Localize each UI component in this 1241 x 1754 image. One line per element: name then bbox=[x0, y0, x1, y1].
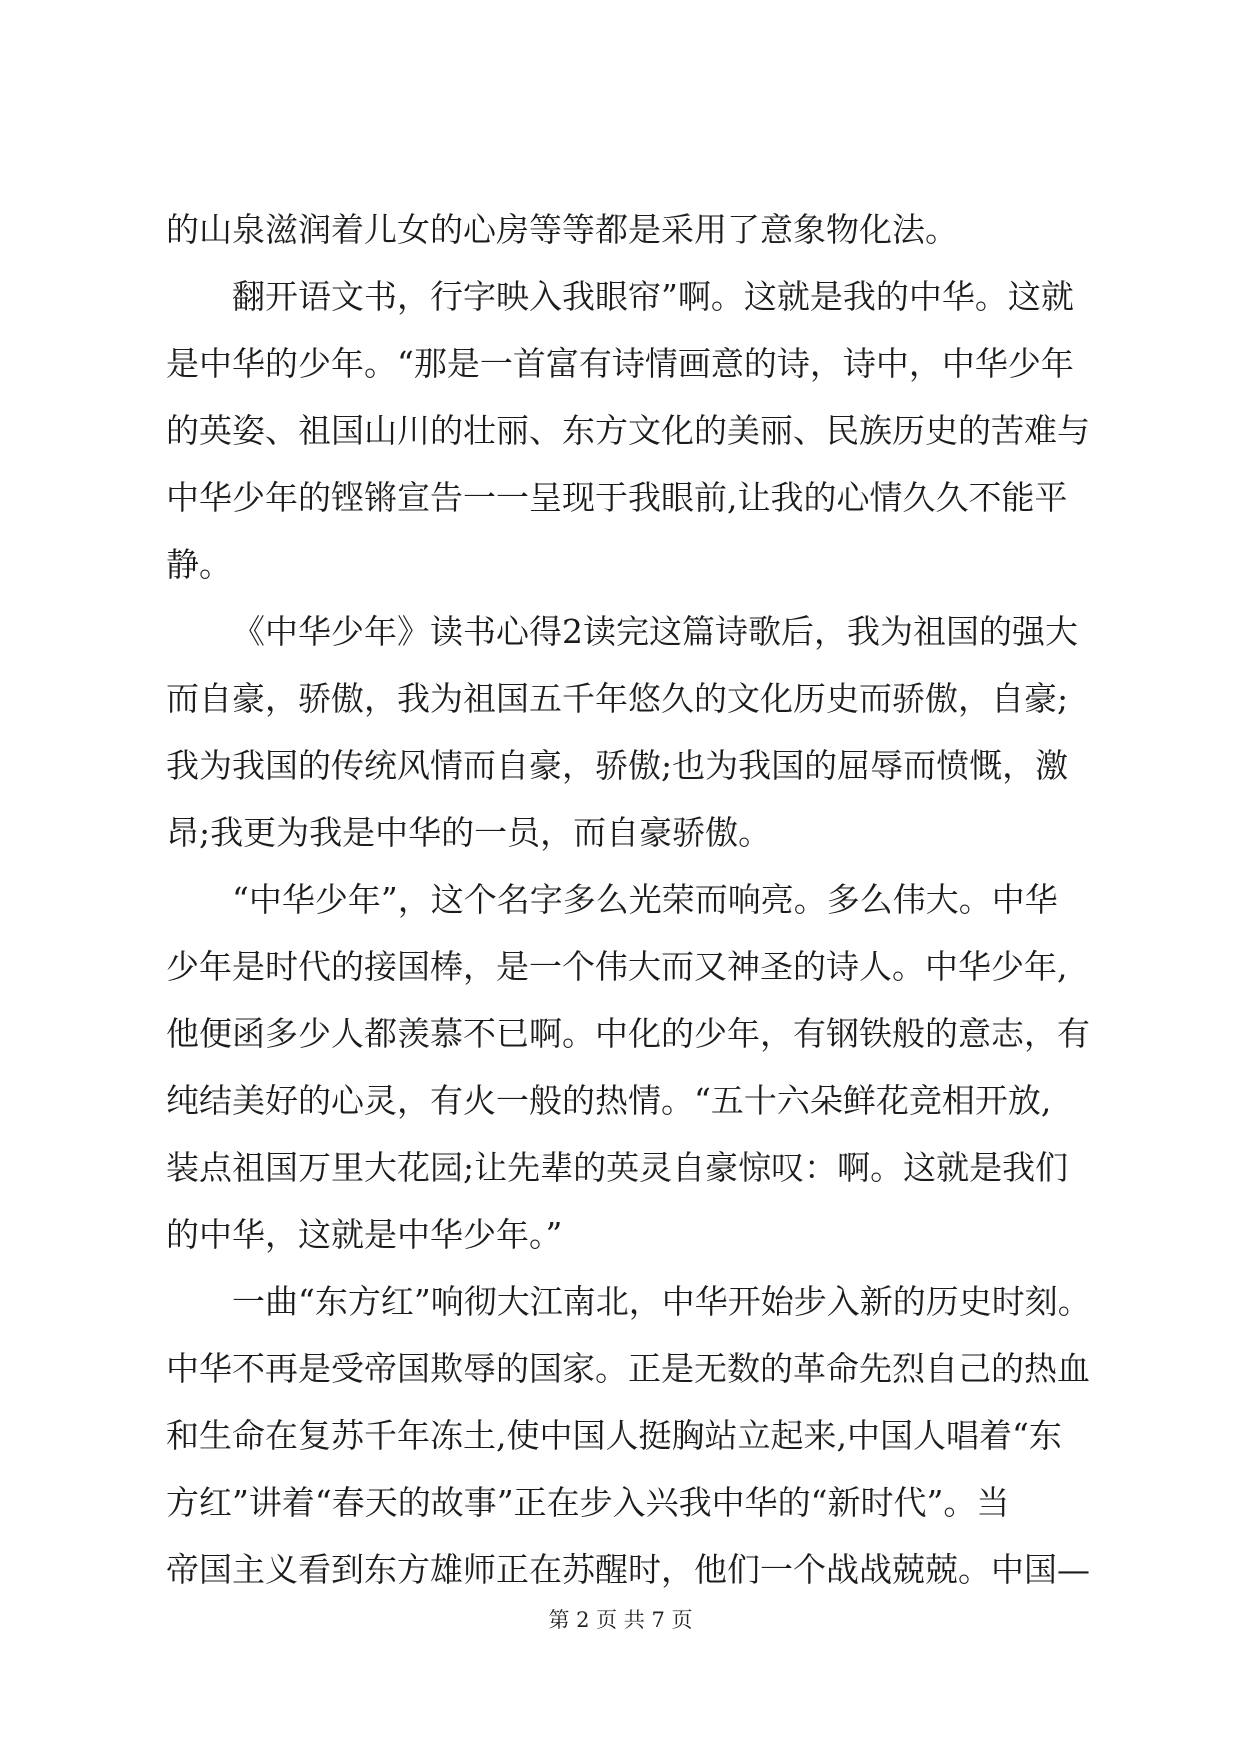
text-line: 他便函多少人都羡慕不已啊。中化的少年，有钢铁般的意志，有 bbox=[166, 1014, 1090, 1053]
text-line: 的山泉滋润着儿女的心房等等都是采用了意象物化法。 bbox=[166, 210, 958, 249]
text-line: 一曲“东方红”响彻大江南北，中华开始步入新的历史时刻。 bbox=[232, 1282, 1091, 1321]
page-number-footer: 第 2 页 共 7 页 bbox=[548, 1608, 693, 1632]
text-line: 纯结美好的心灵，有火一般的热情。“五十六朵鲜花竞相开放, bbox=[166, 1081, 1052, 1120]
text-line: 翻开语文书，行字映入我眼帘”啊。这就是我的中华。这就 bbox=[232, 277, 1074, 316]
text-line: 而自豪，骄傲，我为祖国五千年悠久的文化历史而骄傲，自豪; bbox=[166, 679, 1069, 718]
text-line: 的英姿、祖国山川的壮丽、东方文化的美丽、民族历史的苦难与 bbox=[166, 411, 1090, 450]
text-line: 静。 bbox=[166, 545, 232, 584]
text-line: 帝国主义看到东方雄师正在苏醒时，他们一个战战兢兢。中国— bbox=[166, 1550, 1090, 1589]
text-line: 的中华，这就是中华少年。” bbox=[166, 1215, 563, 1254]
text-line: 和生命在复苏千年冻土,使中国人挺胸站立起来,中国人唱着“东 bbox=[166, 1416, 1062, 1455]
text-line: “中华少年”，这个名字多么光荣而响亮。多么伟大。中华 bbox=[232, 880, 1058, 919]
text-line: 昂;我更为我是中华的一员，而自豪骄傲。 bbox=[166, 813, 772, 852]
text-line: 少年是时代的接国棒，是一个伟大而又神圣的诗人。中华少年, bbox=[166, 947, 1068, 986]
text-line: 是中华的少年。“那是一首富有诗情画意的诗，诗中，中华少年 bbox=[166, 344, 1074, 383]
text-line: 中华不再是受帝国欺辱的国家。正是无数的革命先烈自己的热血 bbox=[166, 1349, 1090, 1388]
text-line: 装点祖国万里大花园;让先辈的英灵自豪惊叹：啊。这就是我们 bbox=[166, 1148, 1069, 1187]
text-line: 《中华少年》读书心得2读完这篇诗歌后，我为祖国的强大 bbox=[232, 612, 1078, 651]
text-line: 我为我国的传统风情而自豪，骄傲;也为我国的屈辱而愤慨，激 bbox=[166, 746, 1069, 785]
text-line: 中华少年的铿锵宣告一一呈现于我眼前,让我的心情久久不能平 bbox=[166, 478, 1068, 517]
text-line: 方红”讲着“春天的故事”正在步入兴我中华的“新时代”。当 bbox=[166, 1483, 1010, 1522]
